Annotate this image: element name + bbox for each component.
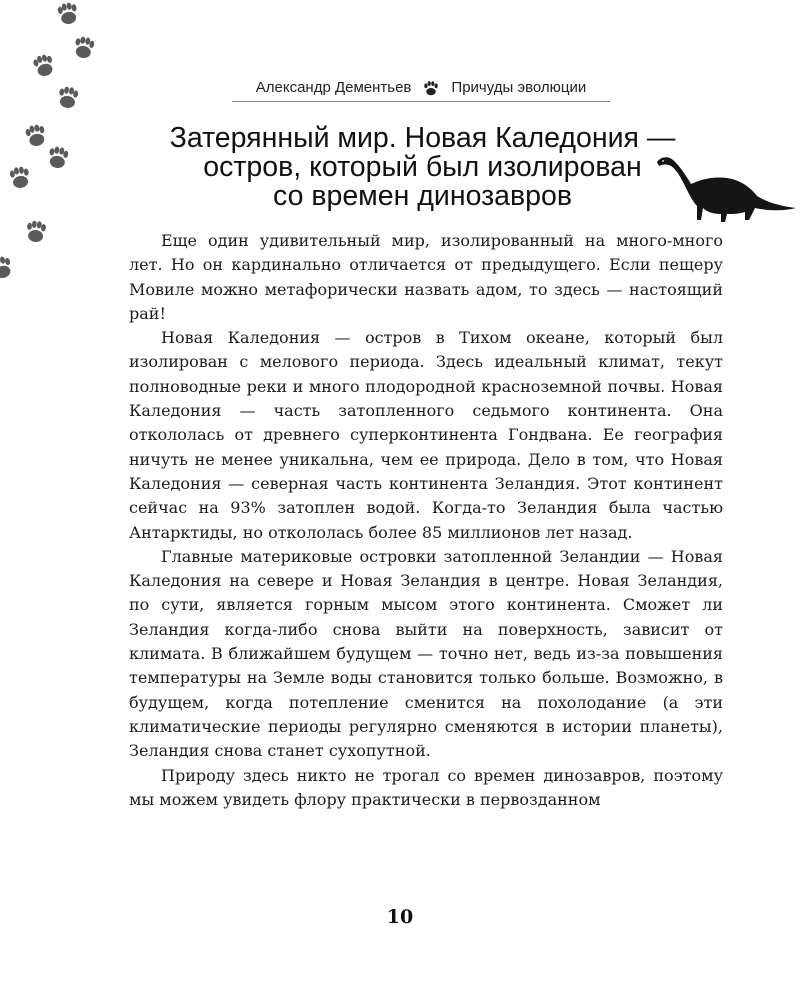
- paragraph: Главные материковые островки затопленной Зеландии — Новая Каледония на севере и Новая Зеландия в центре. Новая Зеландия, по сути, является горным мысом этого континента. Сможет ли Зеландия когда-либо снова выйти на поверхность, зависит от климата. В ближайшем будущем — точно нет, ведь из-за повышения температуры на Земле воды становится только больше. Возможно, в будущем, когда потепление сменится на похолодание (а эти климатические периоды регулярно сменяются в истории планеты), Зеландия снова станет сухопутной.: [129, 546, 723, 761]
- paragraph: Еще один удивительный мир, изолированный на много-много лет. Но он кардинально отличается от предыдущего. Если пещеру Мовиле можно метафорически назвать адом, то здесь — настоящий рай!: [129, 231, 723, 323]
- paw-print-icon: [57, 1, 79, 25]
- chapter-title: [150, 124, 695, 211]
- chapter-title-line: со времен динозавров: [273, 180, 572, 212]
- paw-prints-trail: [0, 0, 110, 300]
- body-text: [129, 229, 723, 812]
- paw-print-icon: [421, 80, 441, 96]
- paw-print-icon: [26, 220, 47, 243]
- paw-print-icon: [57, 86, 79, 110]
- chapter-title-line: Затерянный мир. Новая Каледония —: [169, 122, 676, 154]
- paragraph: Новая Каледония — остров в Тихом океане, который был изолирован с мелового периода. Здесь идеальный климат, текут полноводные реки и много плодородной красноземной почвы. Новая Каледония — часть затопленного седьмого континента. Она откололась от древнего суперконтинента Гондвана. Ее география ничуть не менее уникальна, чем ее природа. Дело в том, что Новая Каледония — северная часть континента Зеландия. Этот континент сейчас на 93% затоплен водой. Когда-то Зеландия была частью Антарктиды, но откололась более 85 миллионов лет назад.: [129, 328, 723, 542]
- paw-print-icon: [24, 123, 47, 148]
- running-head: [232, 79, 610, 102]
- dinosaur-icon: [653, 148, 798, 228]
- chapter-title-line: остров, который был изолирован: [203, 151, 642, 183]
- paw-print-icon: [0, 255, 14, 280]
- paragraph: Природу здесь никто не трогал со времен динозавров, поэтому мы можем увидеть флору практически в первозданном: [129, 765, 723, 809]
- book-title: Причуды эволюции: [451, 79, 587, 96]
- paw-print-icon: [32, 53, 56, 78]
- author-name: Александр Дементьев: [255, 79, 412, 96]
- paw-print-icon: [9, 166, 31, 190]
- paw-print-icon: [73, 35, 95, 59]
- paw-print-icon: [47, 145, 69, 169]
- page-number: 10: [386, 906, 414, 928]
